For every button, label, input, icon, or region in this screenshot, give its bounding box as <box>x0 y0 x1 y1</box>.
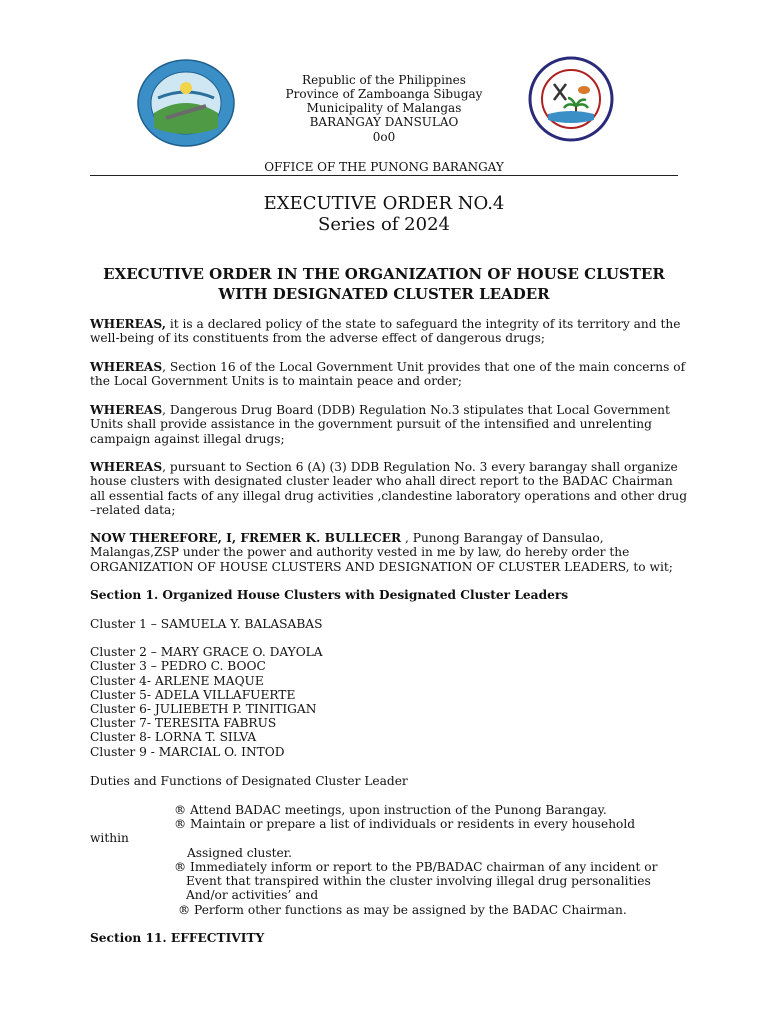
whereas-lead: WHEREAS <box>90 403 163 417</box>
duty-item-continuation: Assigned cluster. <box>187 846 293 860</box>
duty-item-continuation: And/or activities’ and <box>186 888 319 902</box>
cluster-item: Cluster 6- JULIEBETH P. TINITIGAN <box>90 702 317 716</box>
whereas-text: , Section 16 of the Local Government Unit provides that one of the main concerns of the Local Government Units is to maintain peace and order; <box>90 360 686 389</box>
cluster-item: Cluster 8- LORNA T. SILVA <box>90 730 257 744</box>
letterhead-ornament: 0o0 <box>372 130 396 144</box>
section1-heading: Section 1. Organized House Clusters with Designated Cluster Leaders <box>90 588 569 602</box>
cluster-item: Cluster 4- ARLENE MAQUE <box>90 674 264 688</box>
letterhead-line-province: Province of Zamboanga Sibugay <box>285 87 483 101</box>
order-heading-line1: EXECUTIVE ORDER IN THE ORGANIZATION OF HOUSE CLUSTER <box>103 265 665 283</box>
whereas-lead: WHEREAS, <box>90 317 166 331</box>
whereas-text: , pursuant to Section 6 (A) (3) DDB Regulation No. 3 every barangay shall organize house clusters with designated cluster leader who ahall direct report to the BADAC Chairman all essential facts of any illegal drug activities ,clandestine laboratory operations and other drug –related data; <box>90 460 688 517</box>
whereas-paragraph-2 <box>90 360 690 389</box>
cluster-item: Cluster 3 – PEDRO C. BOOC <box>90 659 266 673</box>
order-heading-line2: WITH DESIGNATED CLUSTER LEADER <box>218 285 550 303</box>
duty-item: ® Perform other functions as may be assigned by the BADAC Chairman. <box>178 903 627 917</box>
duty-item-continuation: within <box>90 831 129 845</box>
order-series: Series of 2024 <box>318 214 450 235</box>
letterhead-line-republic: Republic of the Philippines <box>302 73 466 87</box>
whereas-paragraph-1 <box>90 317 690 346</box>
whereas-lead: WHEREAS <box>90 460 163 474</box>
cluster-item: Cluster 2 – MARY GRACE O. DAYOLA <box>90 645 323 659</box>
letterhead-line-municipality: Municipality of Malangas <box>306 101 462 115</box>
duty-item: ® Immediately inform or report to the PB/BADAC chairman of any incident or <box>174 860 658 874</box>
header-divider <box>90 175 678 176</box>
duty-item: ® Attend BADAC meetings, upon instruction of the Punong Barangay. <box>174 803 607 817</box>
cluster-item: Cluster 1 – SAMUELA Y. BALASABAS <box>90 617 323 631</box>
office-title: OFFICE OF THE PUNONG BARANGAY <box>264 160 504 174</box>
duties-heading: Duties and Functions of Designated Cluster Leader <box>90 774 408 788</box>
whereas-lead: WHEREAS <box>90 360 163 374</box>
duty-item-continuation: Event that transpired within the cluster involving illegal drug personalities <box>186 874 651 888</box>
cluster-item: Cluster 9 - MARCIAL O. INTOD <box>90 745 285 759</box>
now-therefore-lead: NOW THEREFORE, I, FREMER K. BULLECER <box>90 531 402 545</box>
cluster-item: Cluster 5- ADELA VILLAFUERTE <box>90 688 296 702</box>
whereas-text: it is a declared policy of the state to safeguard the integrity of its territory and the well-being of its constituents from the adverse effect of dangerous drugs; <box>90 317 681 346</box>
letterhead-line-barangay: BARANGAY DANSULAO <box>309 115 459 129</box>
now-therefore-paragraph <box>90 531 690 574</box>
whereas-paragraph-4 <box>90 460 690 517</box>
section11-heading: Section 11. EFFECTIVITY <box>90 931 265 945</box>
order-title: EXECUTIVE ORDER NO.4 <box>263 193 505 214</box>
whereas-text: , Dangerous Drug Board (DDB) Regulation No.3 stipulates that Local Government Units shall provide assistance in the government pursuit of the intensified and unrelenting campaign against illegal drugs; <box>90 403 670 446</box>
whereas-paragraph-3 <box>90 403 690 446</box>
duty-item: ® Maintain or prepare a list of individuals or residents in every household <box>174 817 636 831</box>
cluster-item: Cluster 7- TERESITA FABRUS <box>90 716 277 730</box>
now-therefore-text: , Punong Barangay of Dansulao, Malangas,ZSP under the power and authority vested in me by law, do hereby order the ORGANIZATION OF HOUSE CLUSTERS AND DESIGNATION OF CLUSTER LEADERS, to wit; <box>90 531 673 574</box>
